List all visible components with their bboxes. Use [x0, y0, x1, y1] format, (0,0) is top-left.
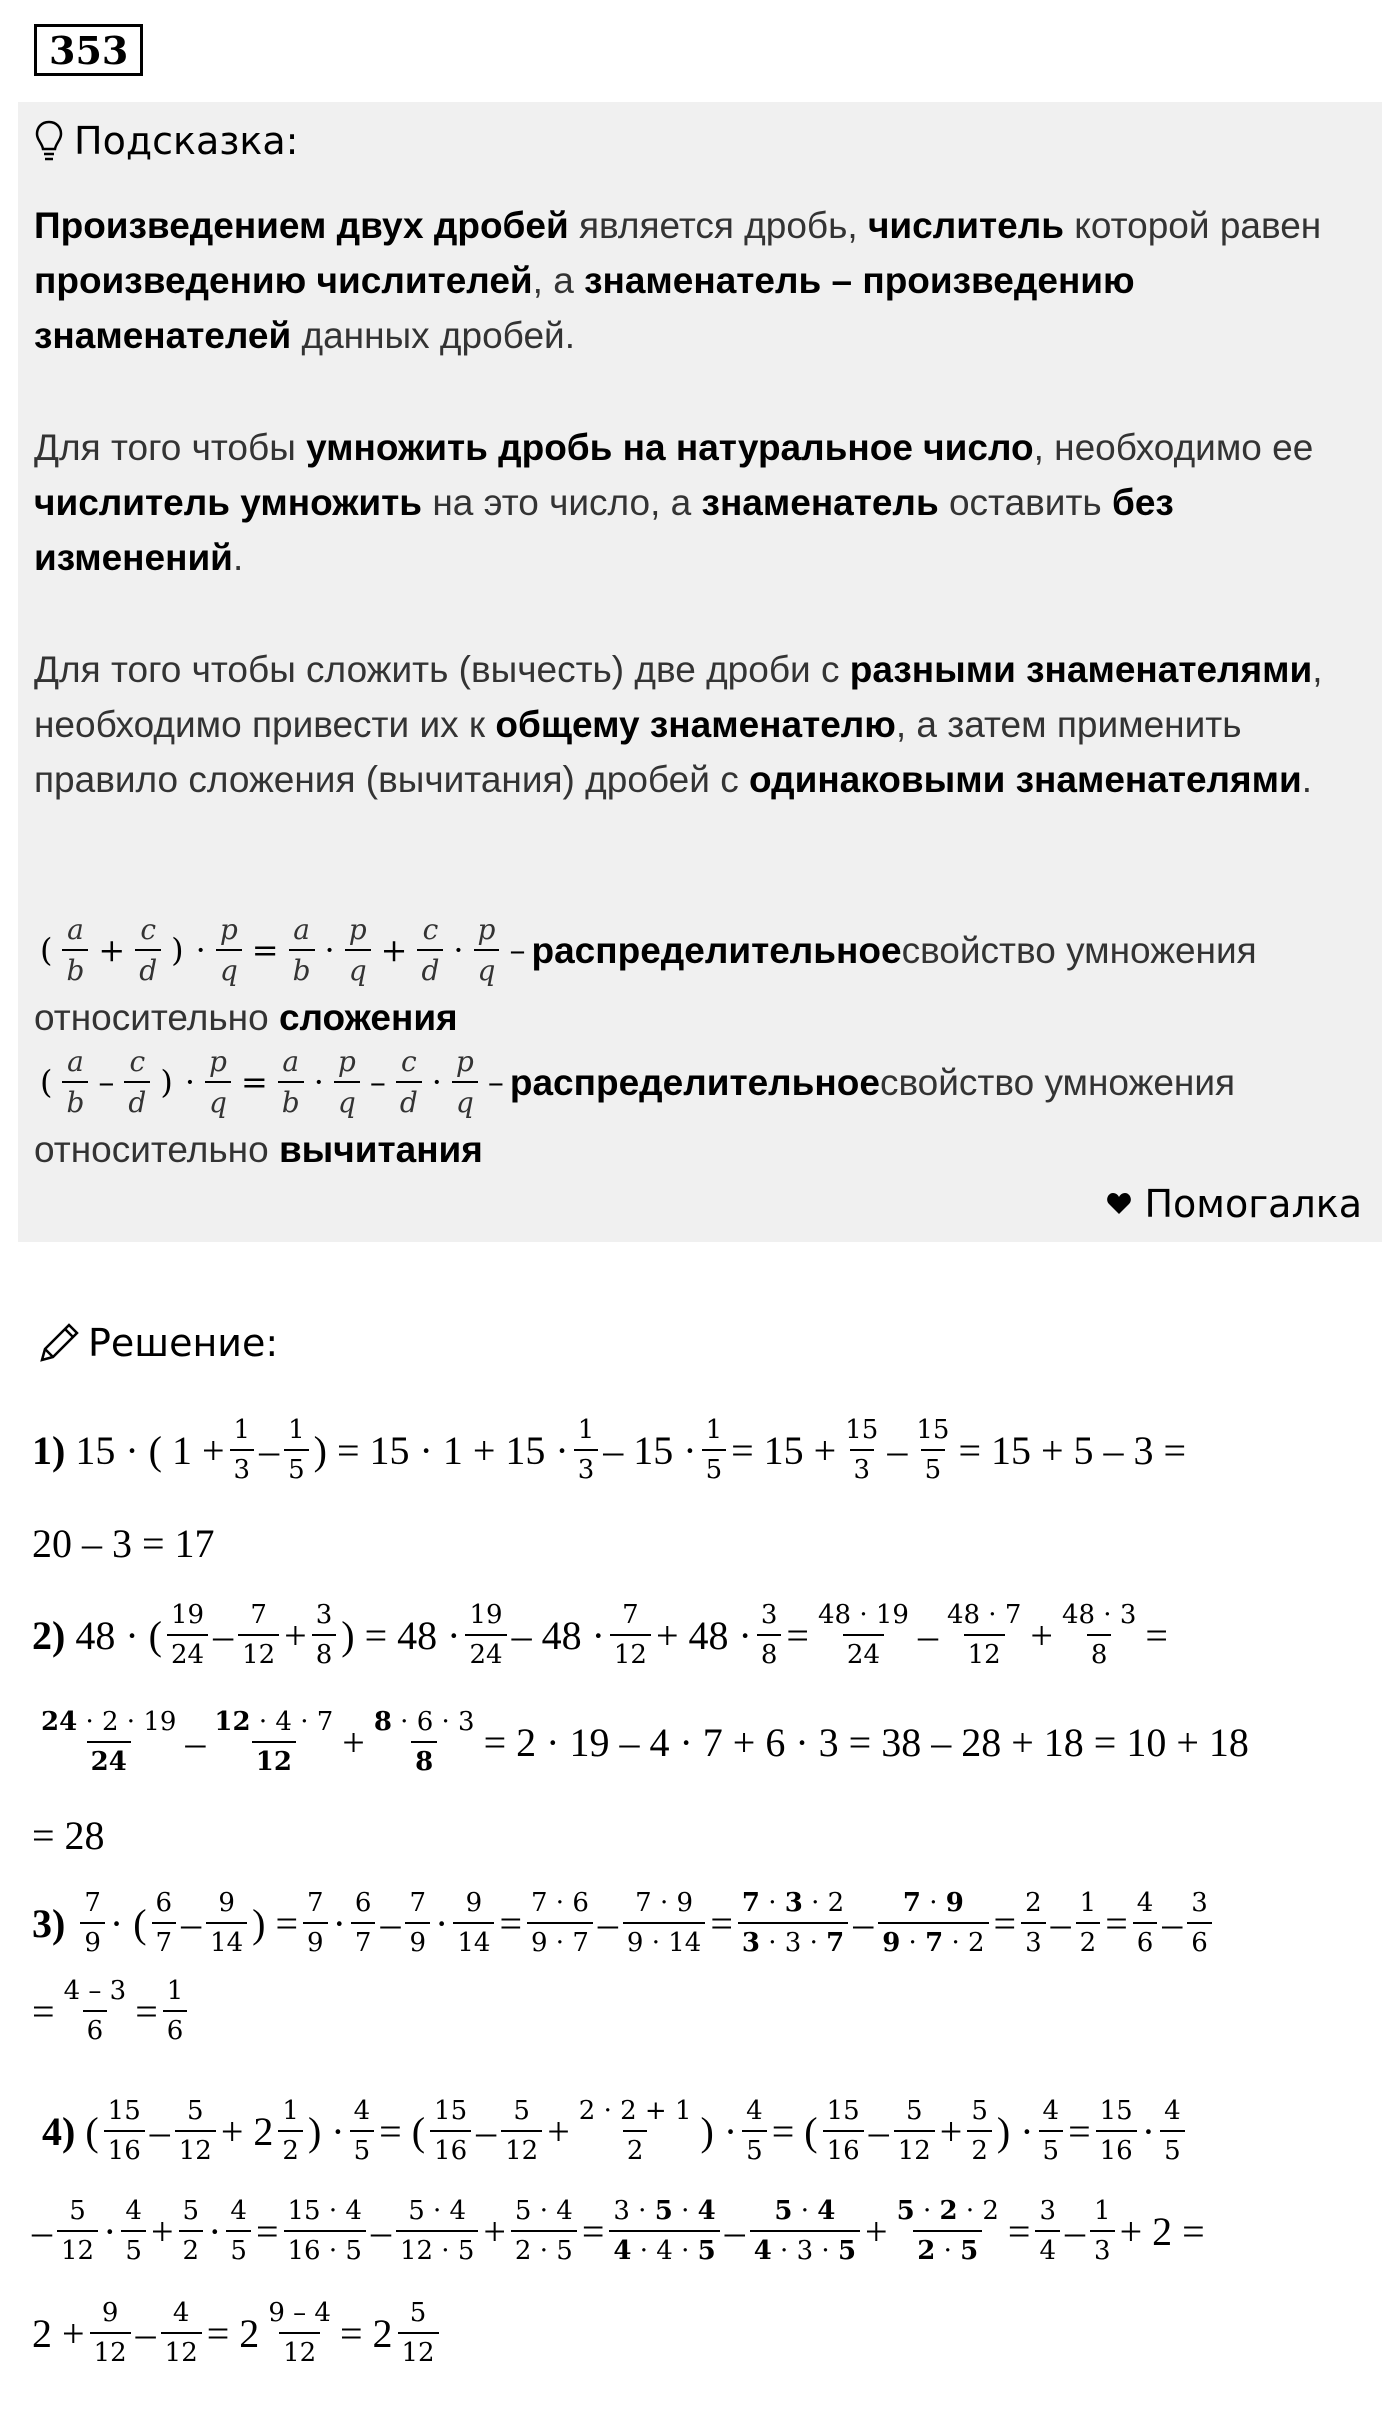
emphasis-text: умножить дробь на натуральное число: [306, 427, 1034, 468]
solution-2-line-1: 2) 48 · ( $\frac{19}{24}$ – $\frac{7}{12}$ + $\frac{3}{8}$ ) = 48 · $\frac{19}{24}$ – 48 · $\frac{7}{12}$ + 48 · $\frac{3}{8}$ = $\frac{48 \cdot 19}{24}$ – $\frac{48 \cdot 7}{12}$ + $\frac{48 \cdot 3}{8}$ =: [32, 1590, 1168, 1680]
lightbulb-icon: [34, 119, 64, 163]
law1-line2-bold: сложения: [278, 997, 458, 1038]
emphasis-text: произведению числителей: [34, 260, 533, 301]
brand-name: Помогалка: [1144, 1182, 1362, 1226]
hint-paragraph-2: [34, 420, 1364, 585]
body-text: , а затем применить правило сложения (вычитания) дробей с: [34, 704, 1242, 800]
brand: [1106, 1182, 1362, 1226]
solution-2-label: 2): [32, 1612, 66, 1658]
body-text: , необходимо ее: [1033, 427, 1314, 468]
body-text: Для того чтобы сложить (вычесть) две дроби с: [34, 649, 850, 690]
body-text: Для того чтобы: [34, 427, 307, 468]
pencil-icon: [36, 1320, 82, 1366]
emphasis-text: Произведением двух дробей: [34, 205, 569, 246]
solution-3-line-1: 3) $\frac{7}{9}$ · ( $\frac{6}{7}$ – $\frac{9}{14}$ ) = $\frac{7}{9}$ · $\frac{6}{7}$ – $\frac{7}{9}$ · $\frac{9}{14}$ = $\frac{7 \cdot 6}{9 \cdot 7}$ – $\frac{7 \cdot 9}{9 \cdot 14}$ = $\frac{7 \cdot 3 \cdot 2}{3 \cdot 3 \cdot 7}$ – $\frac{7 \cdot 9}{9 \cdot 7 \cdot 2}$ = $\frac{2}{3}$ – $\frac{1}{2}$ = $\frac{4}{6}$ – $\frac{3}{6}$: [32, 1878, 1217, 1968]
body-text: .: [232, 537, 244, 578]
body-text: которой равен: [1063, 205, 1322, 246]
hint-paragraph-1: [34, 198, 1364, 363]
emphasis-text: разными знаменателями: [849, 649, 1313, 690]
hint-panel: [18, 102, 1382, 1242]
emphasis-text: знаменатель: [701, 482, 939, 523]
law2-line2: относительно: [34, 1129, 279, 1170]
emphasis-text: одинаковыми знаменателями: [748, 759, 1302, 800]
heart-icon: [1106, 1192, 1132, 1216]
solution-4-line-1: 4) ( $\frac{15}{16}$ – $\frac{5}{12}$ + 2 $\frac{1}{2}$ ) · $\frac{4}{5}$ = ( $\frac{15}{16}$ – $\frac{5}{12}$ + $\frac{2 \cdot 2 + 1}{2}$ ) · $\frac{4}{5}$ = ( $\frac{15}{16}$ – $\frac{5}{12}$ + $\frac{5}{2}$ ) · $\frac{4}{5}$ = $\frac{15}{16}$ · $\frac{4}{5}$: [42, 2086, 1190, 2176]
solution-2-line-2: $\frac{24 \cdot 2 \cdot 19}{24}$ – $\frac{12 \cdot 4 \cdot 7}{12}$ + $\frac{8 \cdot 6 \cdot 3}{8}$ = 2 · 19 – 4 · 7 + 6 · 3 = 38 – 28 + 18 = 10 + 18: [32, 1697, 1249, 1787]
body-text: .: [1301, 759, 1313, 800]
emphasis-text: числитель: [867, 205, 1064, 246]
body-text: оставить: [938, 482, 1112, 523]
solution-title: Решение:: [88, 1321, 279, 1365]
law2-bold: распределительное: [509, 1061, 880, 1103]
hint-paragraph-3: [34, 642, 1364, 807]
hint-title: Подсказка:: [74, 119, 299, 163]
solution-1-line-1: 1) 15 · ( 1 + $\frac{1}{3}$ – $\frac{1}{5}$ ) = 15 · 1 + 15 · $\frac{1}{3}$ – 15 · $\frac{1}{5}$ = 15 + $\frac{15}{3}$ – $\frac{15}{5}$ = 15 + 5 – 3 =: [32, 1405, 1186, 1495]
body-text: , необходимо привести их к: [34, 649, 1323, 745]
solution-header: [36, 1320, 278, 1366]
law1-rest: свойство умножения: [901, 929, 1257, 971]
solution-4-label: 4): [42, 2108, 76, 2154]
distributive-law-subtraction: ( $\frac{a}{b}$ – $\frac{c}{d}$ ) · $\frac{p}{q}$ = $\frac{a}{b}$ · $\frac{p}{q}$ – $\frac{c}{d}$ · $\frac{p}{q}$ – распределительное свойство умножения относительно вычитания: [34, 1045, 1236, 1170]
distributive-law-addition: ( $\frac{a}{b}$ + $\frac{c}{d}$ ) · $\frac{p}{q}$ = $\frac{a}{b}$ · $\frac{p}{q}$ + $\frac{c}{d}$ · $\frac{p}{q}$ – распределительное свойство умножения относительно сложения: [34, 913, 1257, 1038]
hint-header: [34, 116, 298, 166]
solution-1-label: 1): [32, 1427, 66, 1473]
task-number: 353: [34, 24, 143, 76]
emphasis-text: общему знаменателю: [495, 704, 896, 745]
solution-2-line-3: = 28: [32, 1812, 105, 1858]
emphasis-text: знаменатель – произведению знаменателей: [34, 260, 1135, 356]
law1-bold: распределительное: [531, 929, 902, 971]
body-text: является дробь,: [568, 205, 868, 246]
body-text: на это число, а: [422, 482, 702, 523]
solution-3-label: 3): [32, 1900, 66, 1946]
body-text: , а: [532, 260, 585, 301]
emphasis-text: без изменений: [34, 482, 1174, 578]
law2-rest: свойство умножения: [879, 1061, 1236, 1103]
emphasis-text: числитель умножить: [34, 482, 423, 523]
solution-4-line-2: – $\frac{5}{12}$ · $\frac{4}{5}$ + $\frac{5}{2}$ · $\frac{4}{5}$ = $\frac{15 \cdot 4}{16 \cdot 5}$ – $\frac{5 \cdot 4}{12 \cdot 5}$ + $\frac{5 \cdot 4}{2 \cdot 5}$ = $\frac{3 \cdot 5 \cdot 4}{4 \cdot 4 \cdot 5}$ – $\frac{5 \cdot 4}{4 \cdot 3 \cdot 5}$ + $\frac{5 \cdot 2 \cdot 2}{2 \cdot 5}$ = $\frac{3}{4}$ – $\frac{1}{3}$ + 2 =: [32, 2186, 1205, 2276]
solution-4-line-3: 2 + $\frac{9}{12}$ – $\frac{4}{12}$ = 2 $\frac{9 - 4}{12}$ = 2 $\frac{5}{12}$: [32, 2288, 444, 2378]
solution-3-line-2: = $\frac{4 - 3}{6}$ = $\frac{1}{6}$: [32, 1966, 192, 2056]
law1-line2: относительно: [34, 997, 279, 1038]
law2-line2-bold: вычитания: [278, 1129, 483, 1170]
body-text: данных дробей.: [291, 315, 575, 356]
solution-1-line-2: 20 – 3 = 17: [32, 1520, 215, 1566]
